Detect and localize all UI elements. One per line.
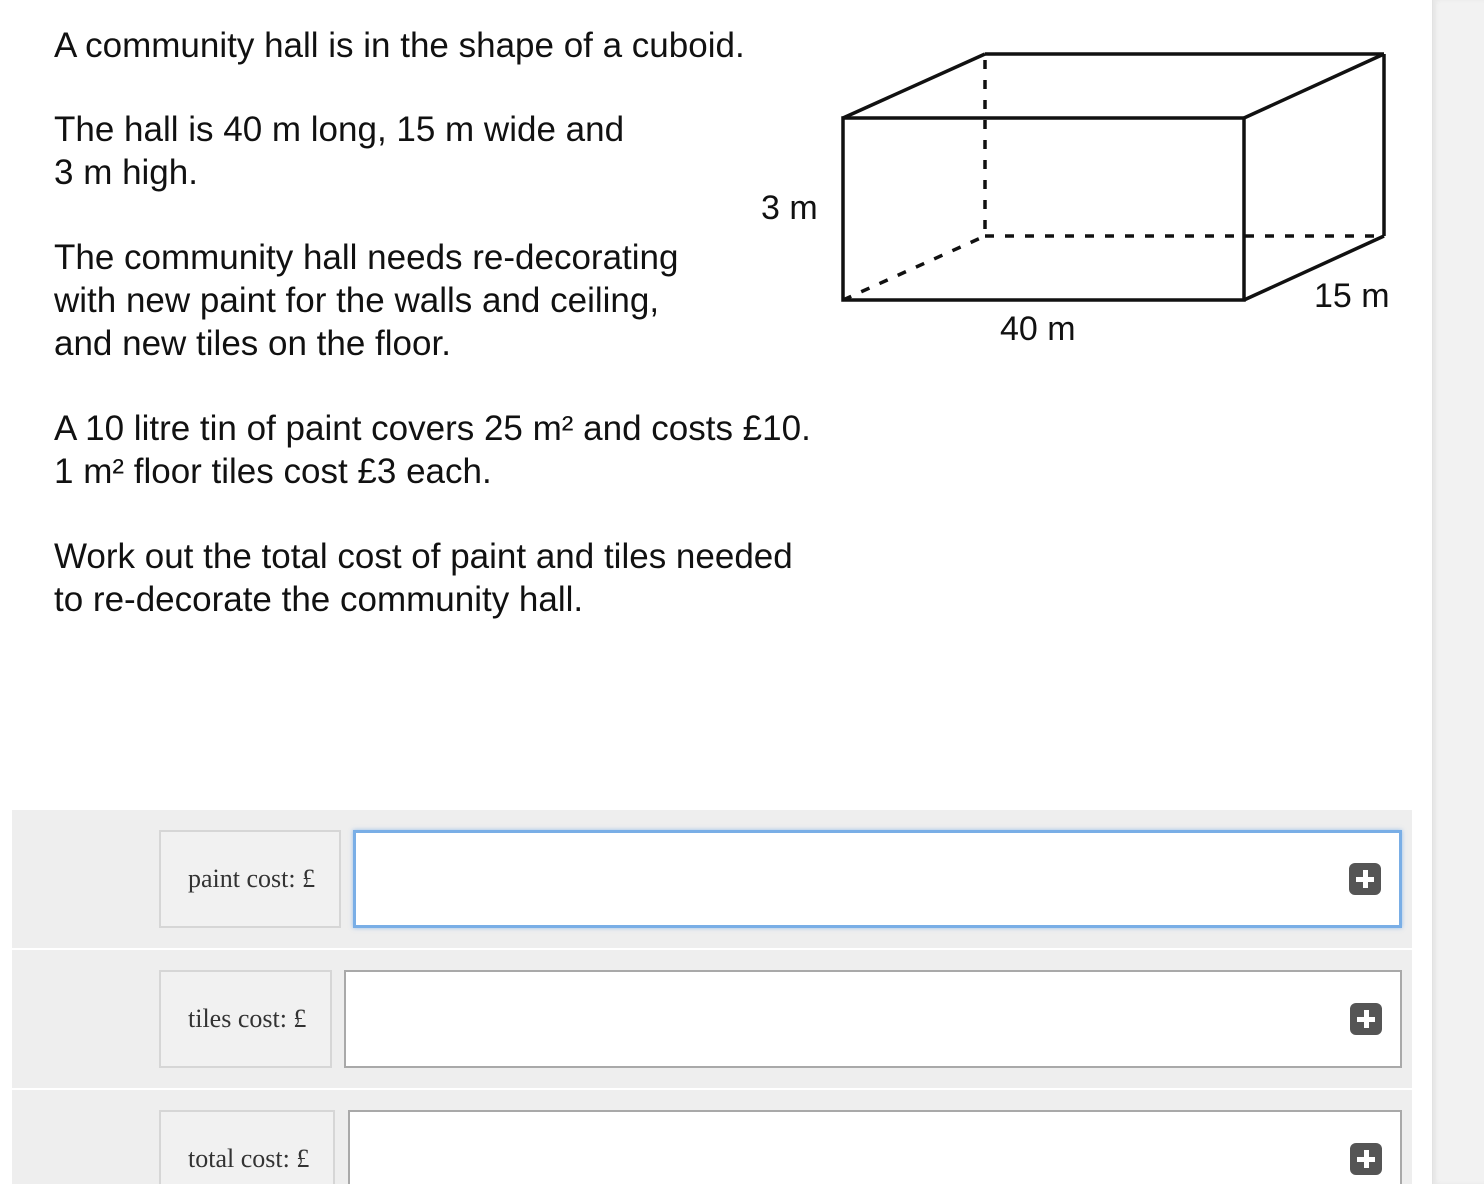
question-line: A community hall is in the shape of a cuboid. [54,26,745,65]
plus-square-icon[interactable] [1350,1003,1382,1035]
scrollbar-track[interactable] [1432,0,1484,1184]
answer-row-paint [12,810,1412,948]
answer-area [12,810,1412,1184]
answer-row-total [12,1090,1412,1184]
question-paragraph-4 [54,407,894,493]
question-line: to re-decorate the community hall. [54,580,584,619]
total-cost-label: total cost: £ [159,1110,335,1184]
height-label: 3 m [761,189,818,227]
cuboid-diagram [740,40,1420,360]
total-cost-input[interactable] [348,1110,1402,1184]
length-label: 40 m [1000,310,1076,348]
plus-square-icon[interactable] [1350,1143,1382,1175]
tiles-cost-input[interactable] [344,970,1402,1068]
question-line: Work out the total cost of paint and tiles needed [54,537,793,576]
answer-row-tiles [12,950,1412,1088]
paint-cost-label: paint cost: £ [159,830,341,928]
question-line: The hall is 40 m long, 15 m wide and [54,110,625,149]
cuboid-top-left-edge [843,54,985,118]
plus-square-icon[interactable] [1349,863,1381,895]
question-line: A 10 litre tin of paint covers 25 m² and costs £10. [54,409,811,448]
question-line: 3 m high. [54,153,198,192]
question-paragraph-5 [54,535,894,621]
cuboid-hidden-left-edge [843,236,985,300]
question-line: with new paint for the walls and ceiling, [54,281,660,320]
question-line: 1 m² floor tiles cost £3 each. [54,452,492,491]
question-line: and new tiles on the floor. [54,324,451,363]
paint-cost-input[interactable] [353,830,1402,928]
tiles-cost-label: tiles cost: £ [159,970,332,1068]
width-label: 15 m [1314,277,1390,315]
question-line: The community hall needs re-decorating [54,238,679,277]
cuboid-top-right-edge [1244,54,1384,118]
